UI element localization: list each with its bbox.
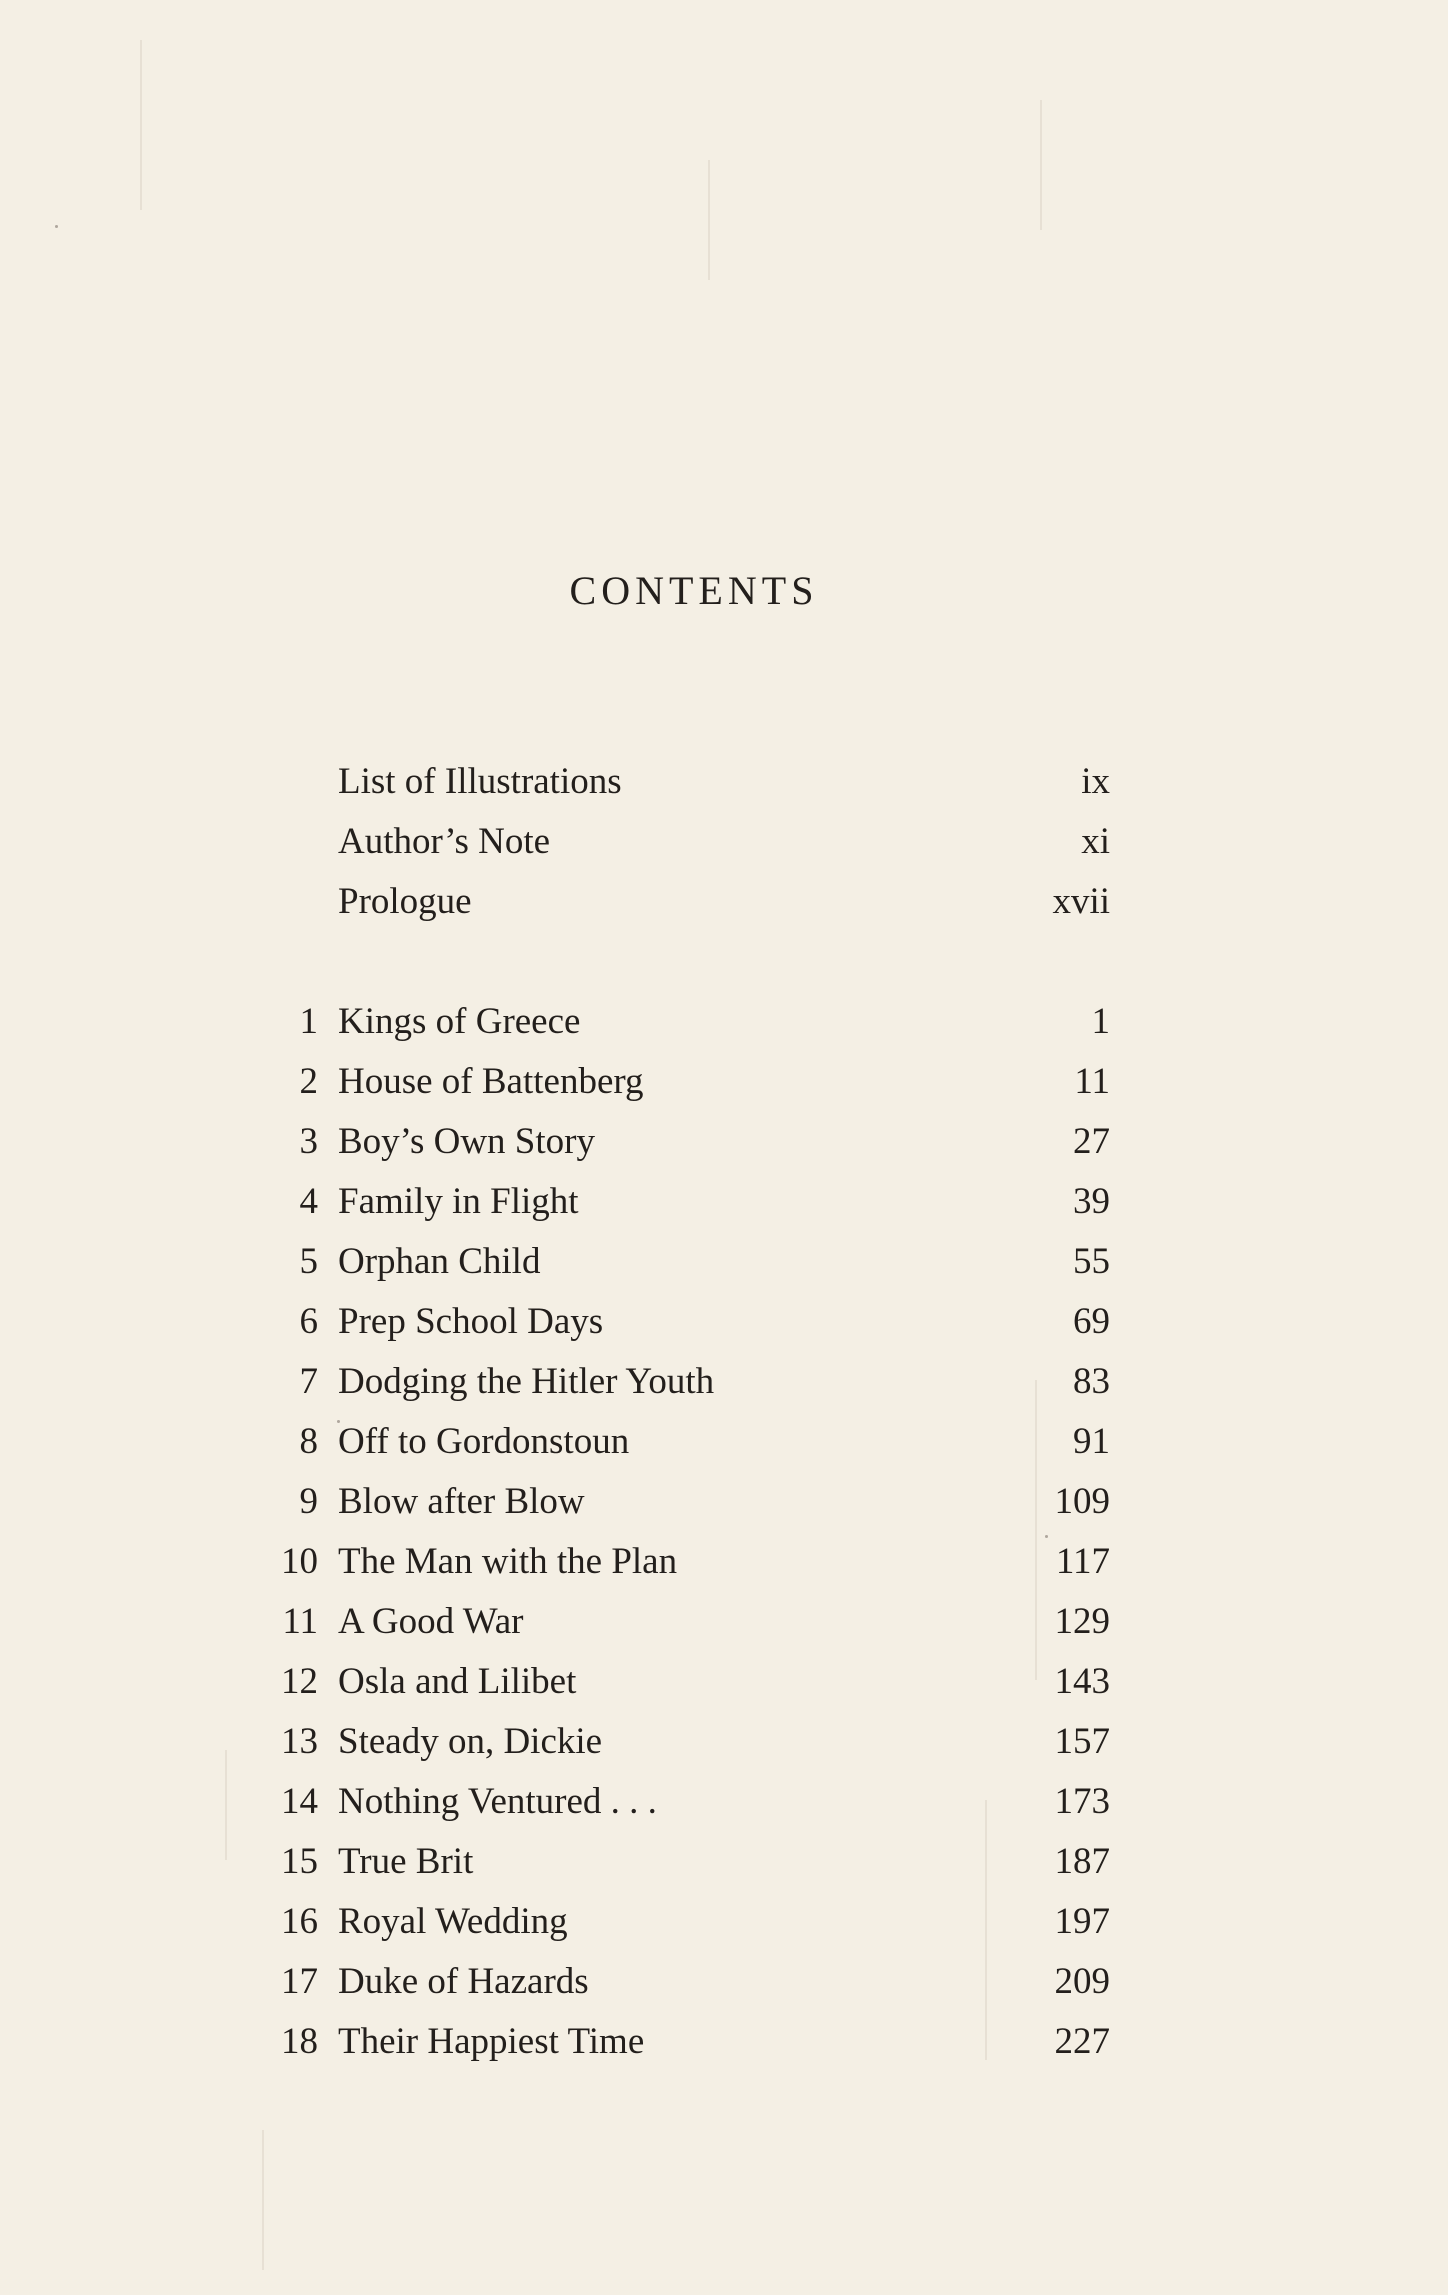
chapter-page-number: 109 (1054, 1481, 1110, 1522)
toc-entry-chapter (262, 1952, 1110, 2012)
toc-entry-chapter (262, 1772, 1110, 1832)
chapter-number: 9 (299, 1481, 318, 1522)
chapter-title: Steady on, Dickie (338, 1721, 603, 1762)
chapter-page-number: 117 (1055, 1541, 1110, 1582)
toc-entry-chapter (262, 1112, 1110, 1172)
chapter-title: A Good War (338, 1601, 524, 1642)
chapter-number: 6 (299, 1301, 318, 1342)
paper-streak (262, 2130, 264, 2270)
toc-entry-chapter (262, 1052, 1110, 1112)
chapter-number: 18 (281, 2021, 318, 2062)
chapter-title: True Brit (338, 1841, 474, 1882)
chapter-number: 14 (281, 1781, 318, 1822)
chapter-number: 2 (299, 1061, 318, 1102)
chapter-number: 15 (281, 1841, 318, 1882)
chapter-page-number: 143 (1054, 1661, 1110, 1702)
chapter-title: Their Happiest Time (338, 2021, 645, 2062)
chapter-page-number: 173 (1054, 1781, 1110, 1822)
chapter-page-number: 83 (1073, 1361, 1110, 1402)
chapter-number: 17 (281, 1961, 318, 2002)
chapter-page-number: 39 (1073, 1181, 1110, 1222)
toc-entry-chapter (262, 1472, 1110, 1532)
chapter-title: Family in Flight (338, 1181, 579, 1222)
toc-entry-front-matter (262, 752, 1110, 812)
chapter-page-number: 157 (1054, 1721, 1110, 1762)
page-title: CONTENTS (569, 568, 819, 613)
chapter-page-number: 197 (1054, 1901, 1110, 1942)
chapter-title: House of Battenberg (338, 1061, 644, 1102)
chapter-page-number: 27 (1073, 1121, 1110, 1162)
toc-entry-chapter (262, 1412, 1110, 1472)
chapter-number: 7 (299, 1361, 318, 1402)
entry-title: Author’s Note (338, 821, 551, 862)
entry-page-number: ix (1081, 761, 1110, 802)
chapter-title: Prep School Days (338, 1301, 604, 1342)
entry-page-number: xi (1081, 821, 1110, 862)
toc-entry-chapter (262, 1892, 1110, 1952)
chapter-page-number: 1 (1091, 1001, 1110, 1042)
toc-entry-front-matter (262, 812, 1110, 872)
chapter-title: Boy’s Own Story (338, 1121, 595, 1162)
chapter-number: 4 (299, 1181, 318, 1222)
chapter-page-number: 187 (1054, 1841, 1110, 1882)
chapter-title: Orphan Child (338, 1241, 541, 1282)
paper-streak (1040, 100, 1042, 230)
chapter-number: 13 (281, 1721, 318, 1762)
toc-entry-front-matter (262, 872, 1110, 932)
chapter-page-number: 209 (1054, 1961, 1110, 2002)
toc-entry-chapter (262, 1832, 1110, 1892)
chapter-page-number: 55 (1073, 1241, 1110, 1282)
chapter-number: 1 (299, 1001, 318, 1042)
entry-title: Prologue (338, 881, 472, 922)
chapter-number: 12 (281, 1661, 318, 1702)
chapter-page-number: 129 (1054, 1601, 1110, 1642)
chapter-number: 3 (299, 1121, 318, 1162)
paper-streak (140, 40, 142, 210)
chapter-title: Dodging the Hitler Youth (338, 1361, 715, 1402)
chapter-page-number: 227 (1054, 2021, 1110, 2062)
toc-entry-chapter (262, 1532, 1110, 1592)
toc-entry-chapter (262, 1712, 1110, 1772)
entry-page-number: xvii (1052, 881, 1110, 922)
chapter-number: 11 (282, 1601, 318, 1642)
chapter-title: Nothing Ventured . . . (338, 1781, 657, 1822)
toc-entry-chapter (262, 1592, 1110, 1652)
chapter-number: 10 (281, 1541, 318, 1582)
toc-entry-chapter (262, 1652, 1110, 1712)
toc-entry-chapter (262, 1292, 1110, 1352)
entry-title: List of Illustrations (338, 761, 622, 802)
paper-streak (708, 160, 710, 280)
chapter-title: The Man with the Plan (338, 1541, 678, 1582)
paper-fleck (55, 225, 58, 228)
chapter-title: Blow after Blow (338, 1481, 585, 1522)
table-of-contents (262, 752, 1110, 2072)
toc-entry-chapter (262, 1232, 1110, 1292)
paper-streak (225, 1750, 227, 1860)
toc-entry-chapter (262, 1352, 1110, 1412)
chapter-number: 5 (299, 1241, 318, 1282)
chapter-title: Osla and Lilibet (338, 1661, 577, 1702)
chapter-title: Kings of Greece (338, 1001, 581, 1042)
chapter-title: Off to Gordonstoun (338, 1421, 630, 1462)
chapter-page-number: 91 (1073, 1421, 1110, 1462)
chapter-number: 8 (299, 1421, 318, 1462)
chapter-title: Royal Wedding (338, 1901, 568, 1942)
toc-entry-chapter (262, 2012, 1110, 2072)
chapter-title: Duke of Hazards (338, 1961, 589, 2002)
section-spacer (262, 932, 1110, 992)
chapter-page-number: 11 (1074, 1061, 1110, 1102)
toc-entry-chapter (262, 1172, 1110, 1232)
chapter-page-number: 69 (1073, 1301, 1110, 1342)
toc-entry-chapter (262, 992, 1110, 1052)
chapter-number: 16 (281, 1901, 318, 1942)
